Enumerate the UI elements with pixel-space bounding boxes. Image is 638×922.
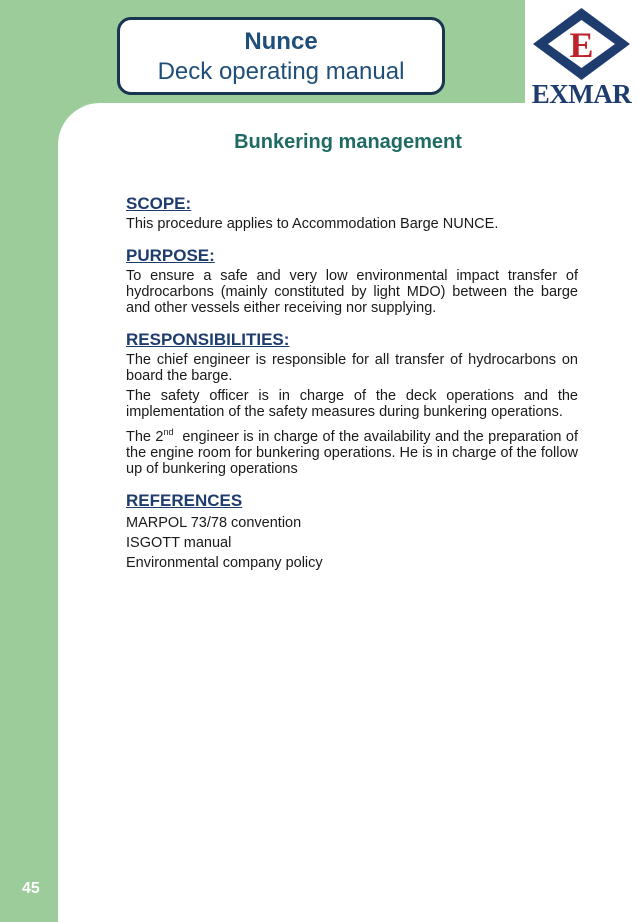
page-number: 45 bbox=[22, 880, 40, 897]
purpose-section bbox=[126, 245, 578, 316]
logo-letter: E bbox=[569, 25, 594, 65]
second-engineer-ordinal: nd bbox=[163, 427, 174, 437]
scope-section bbox=[126, 193, 578, 232]
manual-title: Deck operating manual bbox=[157, 58, 405, 85]
references-heading: REFERENCES bbox=[126, 490, 243, 510]
vessel-name: Nunce bbox=[244, 28, 318, 55]
responsibility-chief-engineer: The chief engineer is responsible for all transfer of hydrocarbons on board the barge. bbox=[126, 352, 578, 384]
scope-text: This procedure applies to Accommodation Barge NUNCE. bbox=[126, 216, 499, 232]
exmar-logo bbox=[525, 0, 638, 108]
document-body bbox=[126, 193, 583, 586]
references-section bbox=[126, 490, 578, 573]
reference-item: Environmental company policy bbox=[126, 554, 323, 571]
reference-item: MARPOL 73/78 convention bbox=[126, 514, 302, 531]
logo-wordmark: EXMAR bbox=[531, 79, 632, 109]
purpose-text: To ensure a safe and very low environmental impact transfer of hydrocarbons (mainly constituted by light MDO) between the barge and other vessels either receiving nor supplying. bbox=[126, 268, 578, 316]
second-engineer-text: engineer is in charge of the availability and the preparation of the engine room for bunkering operations. He is in charge of the follow up of bunkering operations bbox=[126, 428, 583, 477]
section-title: Bunkering management bbox=[234, 131, 462, 153]
header-box bbox=[117, 17, 445, 95]
reference-item: ISGOTT manual bbox=[126, 534, 232, 551]
responsibility-second-engineer bbox=[126, 424, 583, 477]
responsibility-safety-officer: The safety officer is in charge of the deck operations and the implementation of the safety measures during bunkering operations. bbox=[126, 388, 578, 420]
second-engineer-prefix: The 2 bbox=[126, 428, 164, 445]
scope-heading: SCOPE: bbox=[126, 194, 192, 213]
logo-diamond-icon bbox=[531, 6, 632, 82]
purpose-heading: PURPOSE: bbox=[126, 246, 215, 265]
responsibilities-heading: RESPONSIBILITIES: bbox=[126, 330, 290, 349]
responsibilities-section bbox=[126, 329, 583, 477]
